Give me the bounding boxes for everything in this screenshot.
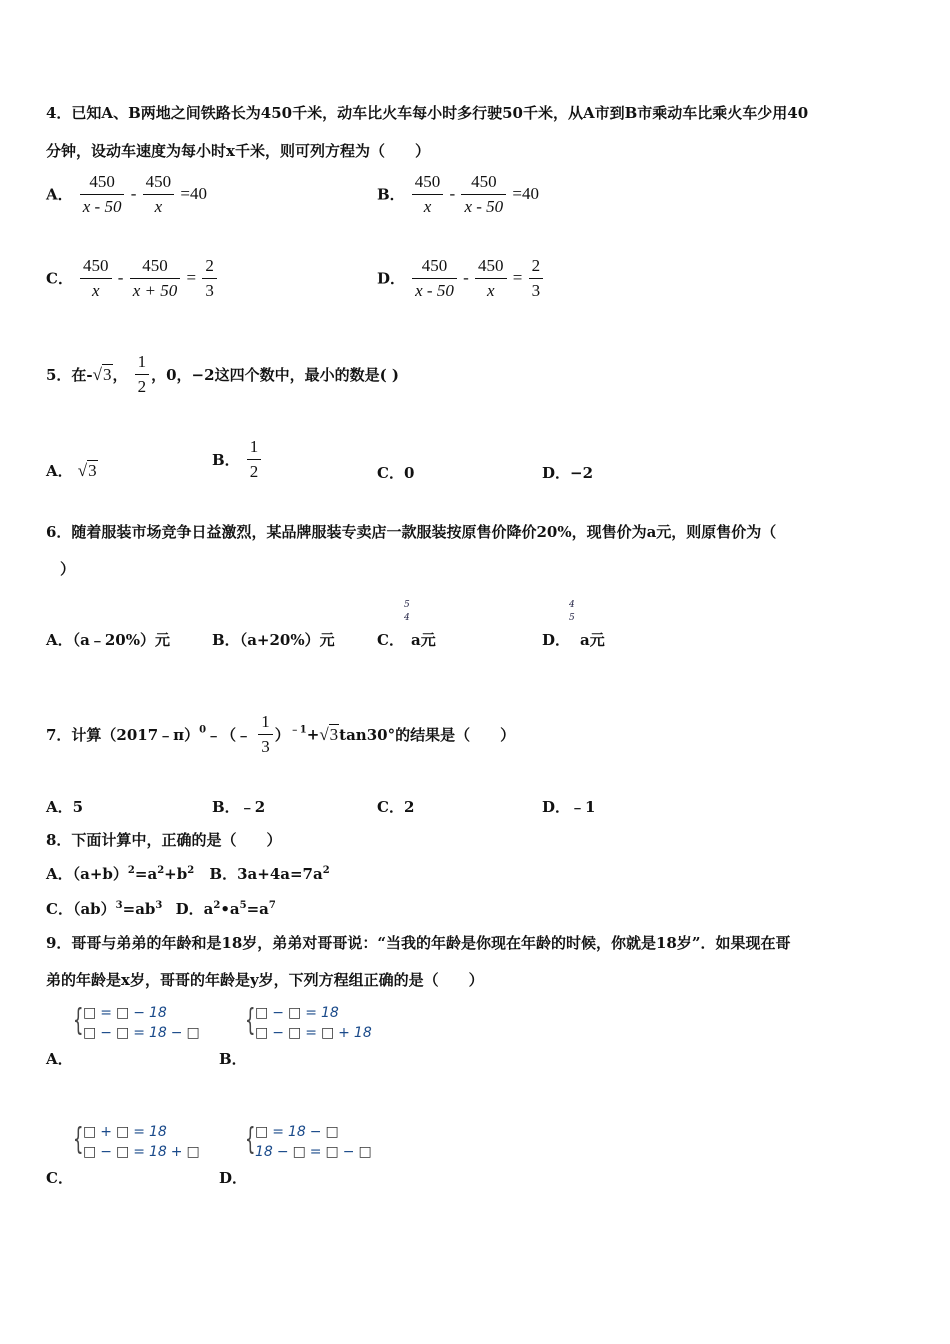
q9-option-c-label: C． (46, 1169, 73, 1187)
variable-placeholder: □ (255, 1025, 269, 1041)
fraction-denominator: x (423, 197, 432, 216)
exponent: 2 (127, 865, 135, 876)
q9-system-b (245, 1005, 385, 1045)
option-d-text: D．a (175, 900, 214, 918)
equation-operator: − (342, 1144, 355, 1160)
equation-row-1 (255, 1005, 343, 1021)
exponent: 3 (155, 900, 163, 911)
option-label: D． (542, 631, 571, 649)
option-label: B． (212, 451, 240, 469)
fraction-numerator: 450 (143, 172, 175, 195)
equation-operator: = (309, 1144, 322, 1160)
exponent: 7 (268, 900, 276, 911)
q9-stem-line2: 弟的年龄是x岁，哥哥的年龄是y岁，下列方程组正确的是（ ） (46, 971, 484, 989)
q8-stem: 8．下面计算中，正确的是（ ） (46, 831, 282, 849)
left-brace: { (73, 1003, 84, 1038)
stem-text: ， (112, 366, 128, 384)
equation-operator: − (100, 1025, 112, 1041)
variable-placeholder: □ (115, 1144, 130, 1160)
variable-placeholder: □ (83, 1005, 97, 1021)
stem-text: ） (274, 726, 290, 744)
radicand: 3 (88, 460, 97, 480)
exponent: 2 (322, 865, 330, 876)
q6-option-a (46, 629, 170, 650)
option-label: D． (542, 798, 571, 816)
fraction-numerator: 1 (258, 712, 273, 735)
q4-stem-line2: 分钟，设动车速度为每小时x千米，则可列方程为（ ） (46, 142, 430, 160)
equation-operator: = (133, 1124, 145, 1140)
equation-operator: = (305, 1025, 317, 1041)
option-label: A． (46, 798, 73, 816)
stem-text: ﹣（﹣ (206, 726, 252, 744)
option-label: D． (377, 269, 406, 288)
q6-option-b (212, 629, 335, 650)
equation-row-2 (255, 1025, 376, 1041)
stem-text: tan30°的结果是（ ） (339, 726, 516, 744)
variable-placeholder: □ (115, 1025, 130, 1041)
stem-text: 7．计算（2017﹣π） (46, 726, 200, 744)
q7-option-c (377, 796, 414, 817)
q9-system-a (73, 1005, 213, 1045)
q8-options-line1 (46, 863, 330, 884)
option-text: （a﹣20%）元 (72, 631, 170, 649)
fraction-numerator: 450 (412, 172, 444, 195)
q7-stem (46, 712, 515, 757)
fraction-denominator: x (486, 281, 495, 300)
option-text: 5 (72, 798, 84, 816)
variable-placeholder: □ (83, 1025, 97, 1041)
operator: - (117, 268, 124, 288)
fraction-denominator: x (92, 281, 100, 300)
option-label: A． (46, 631, 73, 649)
equation-number: 18 (148, 1124, 167, 1140)
sqrt-expression: √3 (92, 364, 112, 384)
equation-operator: − (276, 1144, 289, 1160)
equation-operator: − (100, 1144, 112, 1160)
sqrt-expression: √3 (77, 460, 97, 480)
q4-option-d (377, 256, 545, 301)
equals-sign: = (512, 268, 523, 288)
equation-number: 18 (353, 1025, 372, 1041)
stem-text: + (306, 725, 320, 744)
fraction-denominator: x (154, 197, 163, 216)
fraction-numerator: 1 (135, 352, 150, 375)
radicand: 3 (103, 364, 112, 384)
q7-option-b (212, 796, 265, 817)
equation-number: 18 (148, 1005, 167, 1021)
operator: - (463, 268, 469, 288)
stem-text: ，0，−2这四个数中，最小的数是( ) (151, 366, 399, 384)
exponent: 0 (199, 724, 207, 736)
option-text: ﹣1 (570, 798, 596, 816)
equation-operator: − (133, 1005, 145, 1021)
exponent: 3 (115, 900, 123, 911)
fraction-numerator: 4 (569, 600, 575, 610)
variable-placeholder: □ (287, 1025, 302, 1041)
q9-option-b-label: B． (219, 1050, 247, 1068)
option-text: 2 (403, 798, 415, 816)
variable-placeholder: □ (292, 1144, 306, 1160)
exponent: ﹣1 (289, 724, 307, 736)
option-d-text: =a (246, 900, 269, 918)
equation-operator: − (170, 1025, 183, 1041)
q7-option-a (46, 796, 83, 817)
option-label: A． (46, 462, 73, 480)
option-text: a元 (411, 631, 436, 649)
q9-stem-line1: 9．哥哥与弟弟的年龄和是18岁，弟弟对哥哥说：“当我的年龄是你现在年龄的时候，你就是18岁”．如果现在哥 (46, 934, 791, 952)
variable-placeholder: □ (358, 1144, 372, 1160)
equation-operator: − (309, 1124, 322, 1140)
q5-option-a (46, 460, 98, 481)
q5-option-c (377, 462, 414, 483)
fraction-denominator: x - 50 (82, 197, 122, 216)
option-b-text: B．3a+4a=7a (209, 865, 323, 883)
option-label: D． (542, 464, 571, 482)
fraction-denominator: 3 (205, 281, 214, 300)
variable-placeholder: □ (186, 1144, 200, 1160)
option-label: C． (377, 798, 404, 816)
option-label: C． (377, 631, 404, 649)
variable-placeholder: □ (287, 1005, 302, 1021)
q6-stem-line1: 6．随着服装市场竞争日益激烈，某品牌服装专卖店一款服装按原售价降价20%，现售价为a元，则原售价为（ (46, 523, 777, 541)
variable-placeholder: □ (320, 1025, 335, 1041)
variable-placeholder: □ (115, 1124, 130, 1140)
q7-option-d (542, 796, 595, 817)
equation-number: 18 (255, 1144, 273, 1160)
equation-row-1 (255, 1124, 343, 1140)
equation-number: 18 (148, 1025, 167, 1041)
variable-placeholder: □ (186, 1025, 200, 1041)
equation-operator: = (133, 1144, 145, 1160)
variable-placeholder: □ (325, 1124, 339, 1140)
equation-number: 18 (320, 1005, 339, 1021)
option-text: a元 (580, 631, 605, 649)
fraction-numerator: 5 (404, 600, 410, 610)
option-label: A． (46, 185, 73, 204)
equation-row-2 (255, 1144, 376, 1160)
equation-operator: + (100, 1124, 112, 1140)
fraction-numerator: 450 (412, 256, 457, 279)
equation-row-2 (83, 1025, 204, 1041)
fraction-denominator: 4 (404, 613, 410, 623)
equation-row-1 (83, 1124, 171, 1140)
variable-placeholder: □ (115, 1005, 130, 1021)
left-brace: { (245, 1003, 256, 1038)
equation-operator: − (272, 1005, 284, 1021)
equation-operator: = (272, 1124, 284, 1140)
option-a-text: A．（a+b） (46, 865, 128, 883)
q9-option-d-label: D． (219, 1169, 248, 1187)
equation-operator: + (338, 1025, 350, 1041)
equals-sign: = (186, 268, 197, 288)
q5-stem (46, 352, 399, 397)
fraction-numerator: 1 (247, 437, 262, 460)
option-label: C． (377, 464, 404, 482)
variable-placeholder: □ (325, 1144, 339, 1160)
q8-options-line2 (46, 898, 276, 919)
fraction-denominator: 2 (137, 377, 147, 396)
fraction-denominator: 2 (249, 462, 259, 481)
q4-stem-line1: 4．已知A、B两地之间铁路长为450千米，动车比火车每小时多行驶50千米，从A市到B市乘动车比乘火车少用40 (46, 104, 809, 122)
q4-option-a (46, 172, 207, 217)
option-c-text: =ab (122, 900, 156, 918)
radicand: 3 (329, 724, 339, 744)
fraction-denominator: x - 50 (464, 197, 504, 216)
q4-option-b (377, 172, 539, 217)
option-c-text: C．（ab） (46, 900, 116, 918)
exponent: 5 (239, 900, 247, 911)
option-label: B． (377, 185, 405, 204)
equation-number: 18 (287, 1124, 306, 1140)
left-brace: { (245, 1122, 256, 1157)
q5-option-d (542, 462, 593, 483)
fraction-denominator: 3 (531, 281, 541, 300)
option-text: （a+20%）元 (239, 631, 335, 649)
equation-operator: + (170, 1144, 183, 1160)
stem-text: 5．在- (46, 366, 93, 384)
q6-stem-line2: ） (60, 560, 76, 578)
equation-row-1 (83, 1005, 171, 1021)
equation-operator: = (305, 1005, 317, 1021)
exponent: 2 (187, 865, 195, 876)
operator: - (449, 184, 456, 204)
fraction-numerator: 450 (130, 256, 181, 279)
q9-system-c (73, 1124, 213, 1164)
variable-placeholder: □ (255, 1005, 269, 1021)
fraction-numerator: 450 (461, 172, 506, 195)
q4-option-c (46, 256, 219, 301)
fraction-denominator: 5 (569, 613, 575, 623)
equation-number: 18 (148, 1144, 167, 1160)
option-label: B． (212, 798, 240, 816)
equation-row-2 (83, 1144, 204, 1160)
option-text: −2 (570, 464, 594, 482)
exponent: 2 (157, 865, 165, 876)
option-label: B． (212, 631, 240, 649)
variable-placeholder: □ (255, 1124, 269, 1140)
q5-option-b (212, 437, 263, 482)
fraction-denominator: x + 50 (132, 281, 178, 300)
option-text: 0 (403, 464, 415, 482)
option-text: ﹣2 (239, 798, 266, 816)
fraction-denominator: 3 (261, 737, 270, 756)
fraction-denominator: x - 50 (415, 281, 454, 300)
equation-operator: − (272, 1025, 284, 1041)
option-d-text: •a (220, 900, 240, 918)
equation-rhs: =40 (180, 184, 207, 204)
equation-operator: = (133, 1025, 145, 1041)
variable-placeholder: □ (83, 1124, 97, 1140)
fraction-numerator: 450 (475, 256, 507, 279)
sqrt-expression: √3 (319, 724, 339, 744)
fraction-numerator: 450 (80, 172, 125, 195)
fraction-numerator: 450 (80, 256, 112, 279)
fraction-numerator: 2 (529, 256, 544, 279)
left-brace: { (73, 1122, 84, 1157)
option-label: C． (46, 269, 73, 288)
fraction-numerator: 2 (202, 256, 217, 279)
equation-operator: = (100, 1005, 112, 1021)
option-a-text: +b (164, 865, 188, 883)
q9-system-d (245, 1124, 385, 1164)
option-a-text: =a (134, 865, 158, 883)
operator: - (130, 184, 137, 204)
exponent: 2 (213, 900, 221, 911)
q9-option-a-label: A． (46, 1050, 73, 1068)
variable-placeholder: □ (83, 1144, 97, 1160)
equation-rhs: =40 (512, 184, 540, 204)
